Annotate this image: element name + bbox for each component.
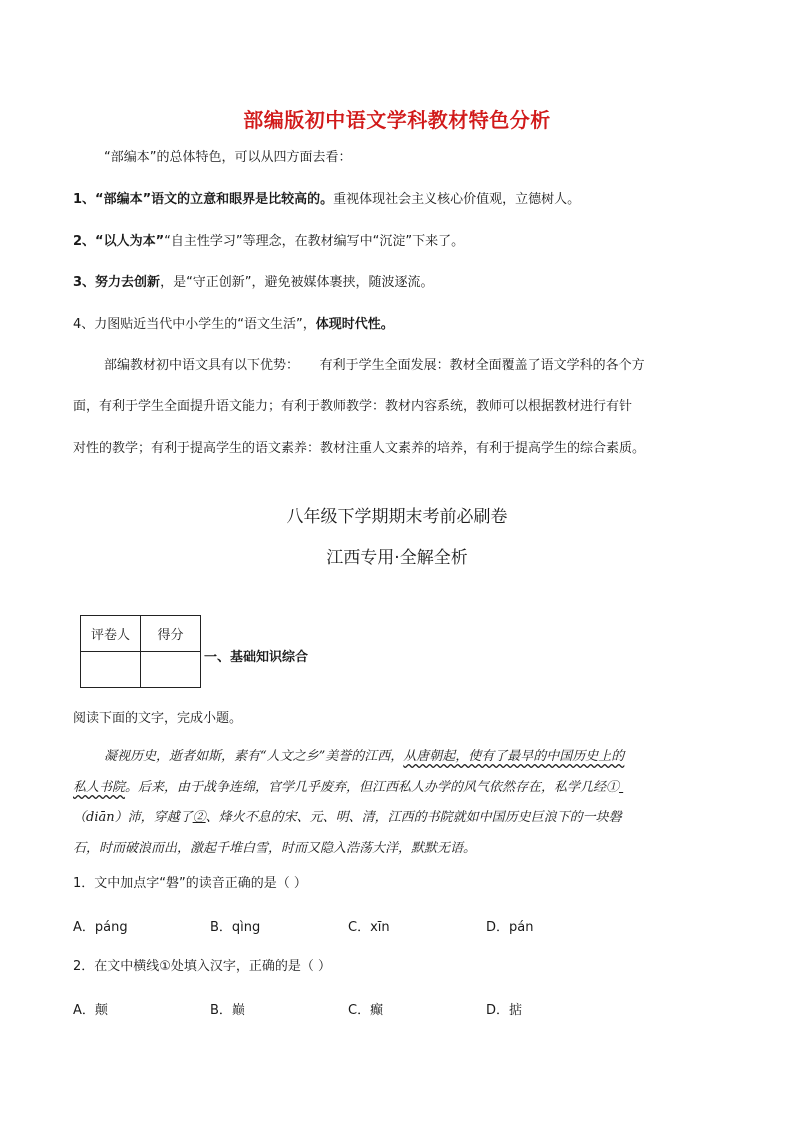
advantages-line-1: 部编教材初中语文具有以下优势： 有利于学生全面发展：教材全面覆盖了语文学科的各个方 [104,358,645,373]
passage-error-text: 从唐朝起，使有了最早的中国历史上的 [403,749,625,764]
feature-text: ，是“守正创新”，避免被媒体裹挟，随波逐流。 [160,275,434,290]
feature-number: 3、 [73,275,96,290]
feature-bold: 体现时代性。 [315,317,394,332]
question-2-option-a[interactable]: A．颠 [73,1003,108,1018]
question-2-option-c[interactable]: C．癫 [348,1003,384,1018]
feature-text: 重视体现社会主义核心价值观，立德树人。 [333,192,581,207]
passage-text: （diān）沛，穿越了 [73,810,193,825]
passage-line-1 [104,745,624,764]
blank-2: ② [192,810,206,825]
passage-text: 凝视历史，逝者如斯，素有“人文之乡”美誉的江西， [104,749,404,764]
question-1-option-a[interactable]: A．páng [73,920,128,935]
passage-text: 。后来，由于战争连绵，官学几乎废弃，但江西私人办学的风气依然存在，私学几经① [125,780,620,795]
grader-header: 评卷人 [81,616,141,652]
passage-text: 、烽火不息的宋、元、明、清，江西的书院就如中国历史巨浪下的一块磐 [205,810,622,825]
feature-item-4 [73,315,394,335]
question-2-option-d[interactable]: D．掂 [486,1003,523,1018]
question-2-option-b[interactable]: B．巅 [210,1003,245,1018]
question-1-option-b[interactable]: B．qìng [210,920,261,935]
feature-text: “自主性学习”等理念，在教材编写中“沉淀”下来了。 [164,234,465,249]
passage-error-text: 私人书院 [73,780,126,795]
feature-bold: “以人为本” [95,234,165,249]
section-heading: 一、基础知识综合 [204,650,309,665]
feature-item-3 [73,273,434,293]
intro-line: “部编本”的总体特色，可以从四方面去看： [104,150,352,165]
question-1-option-d[interactable]: D．pán [486,920,534,935]
question-1-stem: 1．文中加点字“磐”的读音正确的是（ ） [73,876,307,891]
page-title: 部编版初中语文学科教材特色分析 [243,108,551,132]
question-1-option-c[interactable]: C．xīn [348,920,390,935]
exam-title: 八年级下学期期末考前必刷卷 [286,507,508,527]
feature-number: 1、 [73,192,96,207]
passage-line-3 [73,806,622,825]
feature-text: 4、力图贴近当代中小学生的“语文生活”， [73,317,316,332]
score-table [80,615,201,688]
feature-number: 2、 [73,234,96,249]
advantages-line-3: 对性的教学；有利于提高学生的语文素养：教材注重人文素养的培养，有利于提高学生的综合素质。 [73,441,646,456]
feature-bold: “部编本”语文的立意和眼界是比较高的。 [95,192,334,207]
reading-instruction: 阅读下面的文字，完成小题。 [73,711,243,726]
feature-bold: 努力去创新 [95,275,161,290]
blank-underline [619,780,623,795]
passage-line-2 [73,776,623,795]
feature-item-1 [73,190,580,210]
passage-line-4: 石，时而破浪而出，激起千堆白雪，时而又隐入浩荡大洋，默默无语。 [73,841,477,856]
grader-cell[interactable] [81,652,141,688]
feature-item-2 [73,232,464,252]
exam-subtitle: 江西专用·全解全析 [326,548,468,568]
question-2-stem: 2．在文中横线①处填入汉字，正确的是（ ） [73,959,332,974]
advantages-line-2: 面，有利于学生全面提升语文能力；有利于教师教学：教材内容系统，教师可以根据教材进行有针 [73,399,633,414]
score-header: 得分 [141,616,201,652]
score-cell[interactable] [141,652,201,688]
